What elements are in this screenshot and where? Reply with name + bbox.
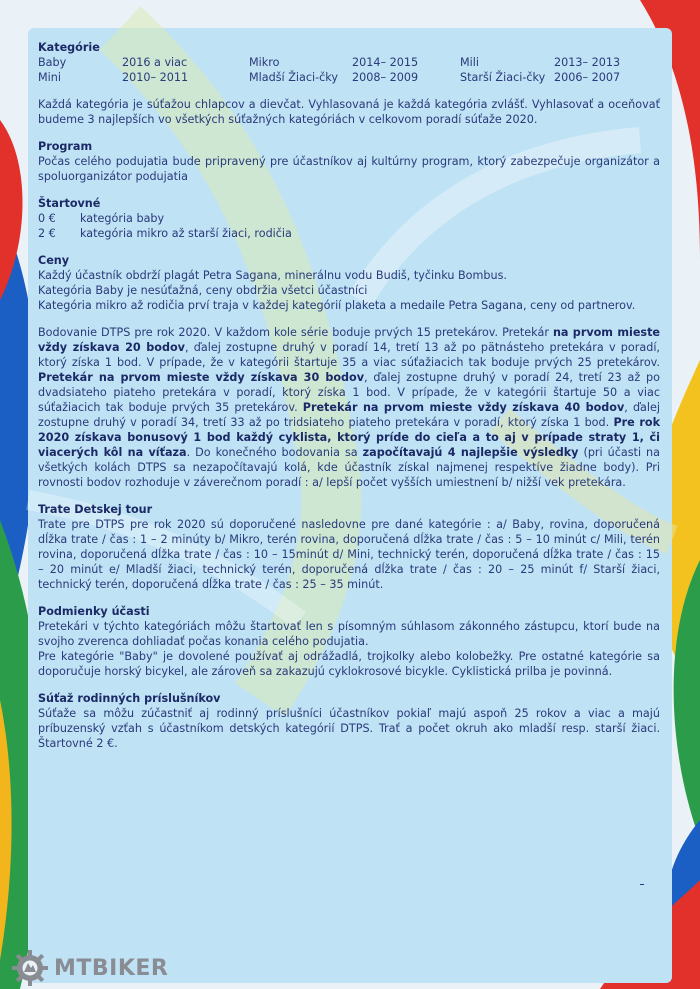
scoring-section bbox=[38, 325, 660, 490]
conditions-line: Pretekári v týchto kategóriách môžu štartovať len s písomným súhlasom zákonného zástupcu, ktorí bude na svojho zverenca dohliadať počas konania celého podujatia. bbox=[38, 620, 660, 648]
prizes-heading: Ceny bbox=[38, 254, 70, 267]
gear-icon bbox=[10, 948, 50, 988]
program-section bbox=[38, 139, 660, 184]
category-name: Mladší Žiaci-čky bbox=[249, 71, 338, 84]
fees-heading: Štartovné bbox=[38, 197, 101, 210]
category-years: 2013– 2013 bbox=[554, 56, 621, 69]
scoring-bold: Pretekár na prvom mieste vždy získava 30 bodov bbox=[38, 371, 365, 384]
prizes-section bbox=[38, 253, 660, 313]
conditions-line: Pre kategórie "Baby" je dovolené používať aj odrážadlá, trojkolky alebo kolobežky. Pre ostatné kategórie sa doporučuje horský bicykel, ale zároveň sa zakazujú cyklokrosové bicykle. Cyklistická prilba je povinná. bbox=[38, 650, 660, 678]
program-text: Počas celého podujatia bude pripravený pre účastníkov aj kultúrny program, ktorý zabezpečuje organizátor a spoluorganizátor podujatia bbox=[38, 155, 660, 183]
scoring-part: . Do konečného bodovania sa bbox=[186, 446, 363, 459]
conditions-section bbox=[38, 604, 660, 679]
category-years: 2014– 2015 bbox=[352, 56, 419, 69]
category-name: Baby bbox=[38, 56, 67, 69]
category-years: 2010– 2011 bbox=[122, 71, 189, 84]
fee-label: kategória baby bbox=[80, 212, 165, 225]
fee-amount: 2 € bbox=[38, 227, 56, 240]
scoring-bold: Pre rok 2020 získava bonusový 1 bod každý cyklista, ktorý príde do cieľa a to aj v prípade straty 1, či viacerých kôl na víťaza bbox=[38, 416, 661, 459]
scoring-bold: započítavajú 4 najlepšie výsledky bbox=[362, 446, 579, 459]
category-name: Mili bbox=[460, 56, 479, 69]
scoring-part: (pri účasti na všetkých kolách DTPS sa nezapočítavajú kolá, kde účastník získal najmenej respektíve žiadne body). Pri rovnosti bodov rozhoduje v záverečnom poradí : a/ lepší počet vyšších umiestnení b/ nižší vek pretekára. bbox=[38, 446, 660, 489]
fee-row bbox=[38, 211, 660, 226]
brand-name: MTBIKER bbox=[54, 955, 169, 981]
family-section bbox=[38, 691, 660, 751]
fees-section bbox=[38, 196, 660, 241]
category-name: Mikro bbox=[249, 56, 280, 69]
prizes-line: Každý účastník obdrží plagát Petra Sagana, minerálnu vodu Budiš, tyčinku Bombus. bbox=[38, 269, 507, 282]
categories-heading: Kategórie bbox=[38, 41, 100, 54]
family-text: Súťaže sa môžu zúčastniť aj rodinný príslušníci účastníkov pokiaľ majú aspoň 25 rokov a viac a majú príbuzenský vzťah s účastníkom detských kategórií DTPS. Trať a počet okruh ako mladší resp. starší žiaci. Štartovné 2 €. bbox=[38, 707, 660, 750]
category-years: 2016 a viac bbox=[122, 56, 188, 69]
page-mark bbox=[640, 884, 644, 885]
program-heading: Program bbox=[38, 140, 93, 153]
conditions-heading: Podmienky účasti bbox=[38, 605, 150, 618]
fee-amount: 0 € bbox=[38, 212, 56, 225]
scoring-part: , ďalej zostupne druhý v poradí 14, tretí 13 až po pätnásteho pretekára v poradí, ktorý získa 1 bod. V prípade, že v kategórii štartuje 35 a viac súťažiacich tak boduje prvých 25 pretekárov. bbox=[38, 341, 660, 369]
categories-table bbox=[38, 55, 660, 85]
scoring-part: , ďalej zostupne druhý v poradí 34, tretí 33 až po tridsiateho piateho pretekára v poradí, ktorý získa 1 bod. bbox=[38, 401, 660, 429]
fee-row bbox=[38, 226, 660, 241]
tracks-text: Trate pre DTPS pre rok 2020 sú doporučené nasledovne pre dané kategórie : a/ Baby, rovina, doporučená dĺžka trate / čas : 1 – 2 minúty b/ Mikro, terén rovina, doporučená dĺžka trate / čas : 5 – 10 minút c/ Mili, terén rovina, doporučená dĺžka trate / čas : 10 – 15minút d/ Mini, technický terén, doporučená dĺžka trate / čas : 15 – 20 minút e/ Mladší žiaci, technický terén, doporučená dĺžka trate / čas : 20 – 25 minút f/ Starší žiaci, technický terén, doporučená dĺžka trate / čas : 25 – 35 minút. bbox=[38, 518, 660, 591]
categories-note-section bbox=[38, 97, 660, 127]
scoring-bold: na prvom mieste vždy získava 20 bodov bbox=[38, 326, 661, 354]
brand-watermark bbox=[10, 948, 168, 988]
scoring-text bbox=[38, 325, 660, 490]
prizes-line: Kategória mikro až rodičia prví traja v každej kategórií plaketa a medaile Petra Sagana, ceny od partnerov. bbox=[38, 299, 636, 312]
category-name: Starší Žiaci-čky bbox=[460, 71, 546, 84]
category-years: 2008– 2009 bbox=[352, 71, 419, 84]
categories-note: Každá kategória je súťažou chlapcov a dievčat. Vyhlasovaná je každá kategória zvlášť. Vyhlasovať a oceňovať budeme 3 najlepších vo všetkých súťažných kategóriách v celkovom poradí súťaže 2020. bbox=[38, 98, 660, 126]
fee-label: kategória mikro až starší žiaci, rodičia bbox=[80, 227, 292, 240]
tracks-heading: Trate Detskej tour bbox=[38, 503, 153, 516]
prizes-line: Kategória Baby je nesúťažná, ceny obdržia všetci účastníci bbox=[38, 284, 368, 297]
family-heading: Súťaž rodinných príslušníkov bbox=[38, 692, 221, 705]
categories-section bbox=[38, 40, 660, 85]
scoring-bold: Pretekár na prvom mieste vždy získava 40 bodov bbox=[302, 401, 625, 414]
category-years: 2006– 2007 bbox=[554, 71, 621, 84]
scoring-part: , ďalej zostupne druhý v poradí 24, tretí 23 až po dvadsiateho piateho pretekára v poradí, ktorý získa 1 bod. V prípade, že v kategórii štartuje 50 a viac súťažiacich tak boduje prvých 35 pretekárov. bbox=[38, 371, 660, 414]
document-body bbox=[38, 40, 660, 763]
scoring-part: Bodovanie DTPS pre rok 2020. V každom kole série boduje prvých 15 pretekárov. Pretekár bbox=[38, 326, 553, 339]
tracks-section bbox=[38, 502, 660, 592]
category-name: Mini bbox=[38, 71, 61, 84]
